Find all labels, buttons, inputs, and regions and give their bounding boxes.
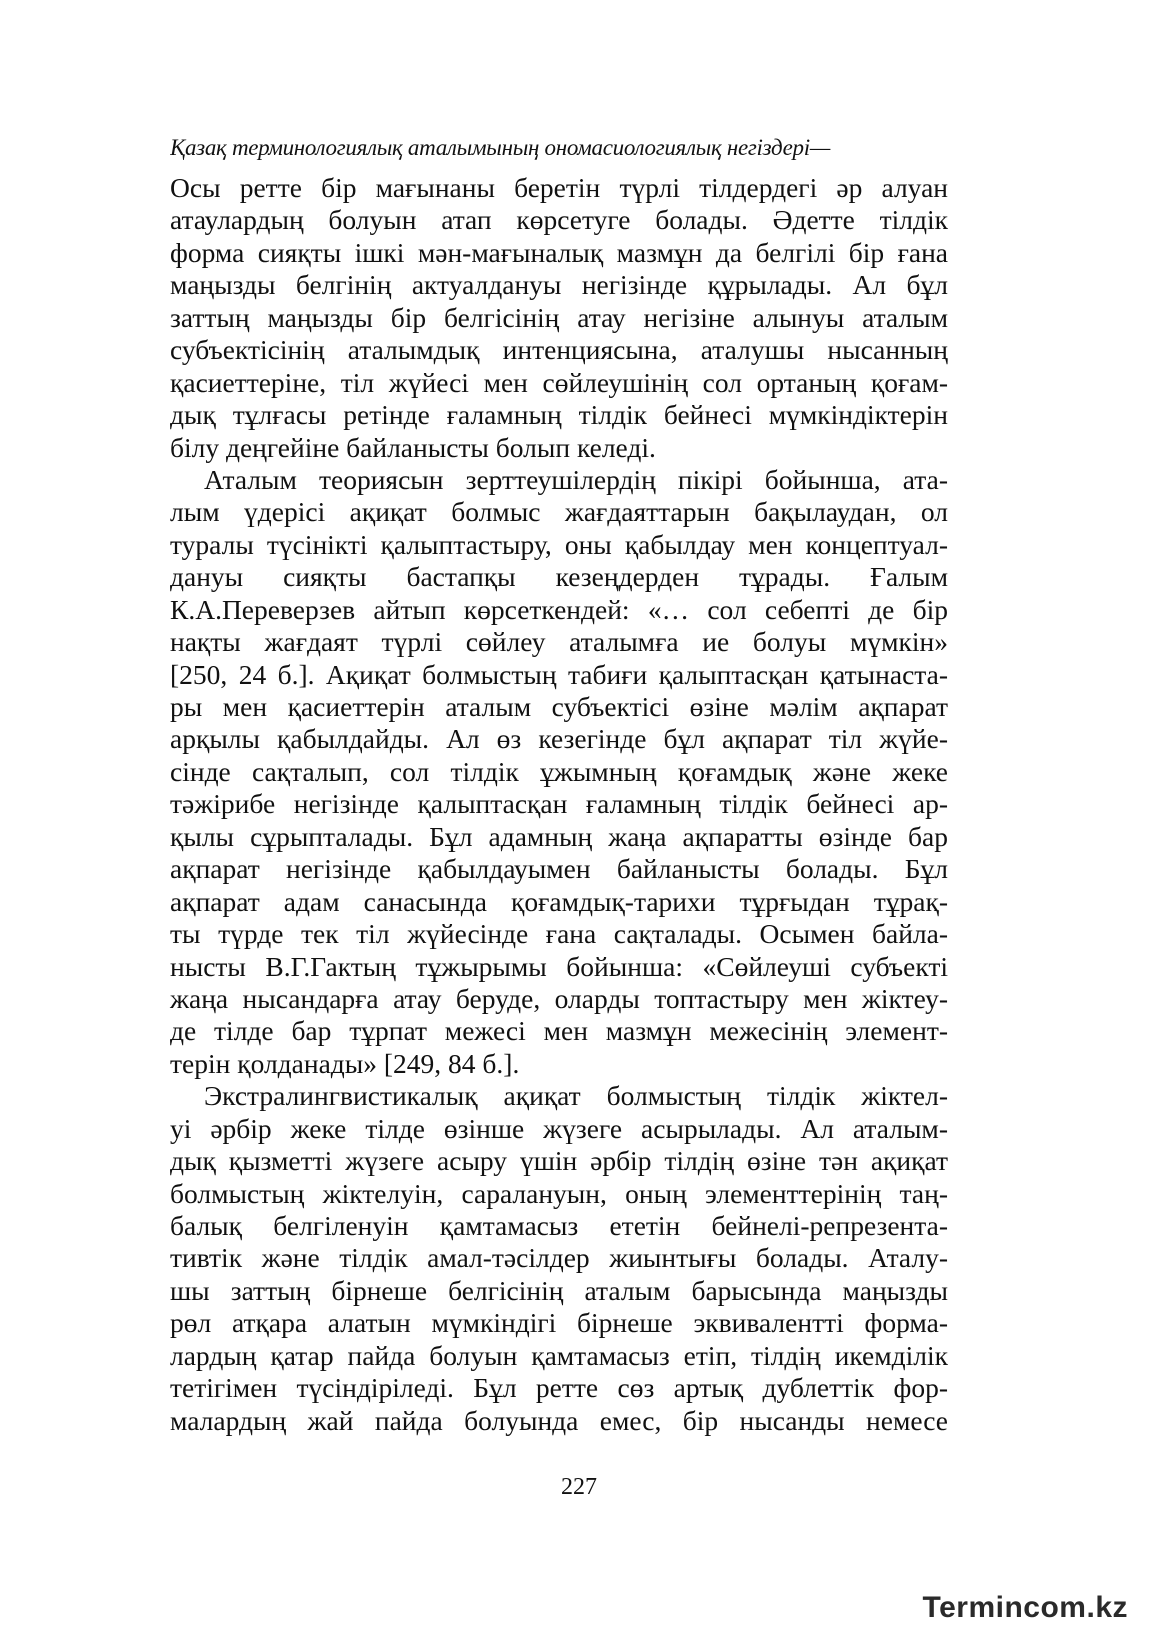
paragraph bbox=[170, 172, 948, 464]
text-line: малардың жай пайда болуында емес, бір нысанды немесе bbox=[170, 1404, 948, 1436]
text-line: субъектісінің аталымдық интенциясына, аталушы нысанның bbox=[170, 334, 948, 366]
text-line: арқылы қабылдайды. Ал өз кезегінде бұл ақпарат тіл жүйе- bbox=[170, 723, 948, 755]
paragraph bbox=[170, 1080, 948, 1437]
text-line: ақпарат адам санасында қоғамдық-тарихи тұрғыдан тұрақ- bbox=[170, 885, 948, 917]
text-line: ақпарат негізінде қабылдауымен байланысты болады. Бұл bbox=[170, 853, 948, 885]
text-line: тәжірибе негізінде қалыптасқан ғаламның тілдік бейнесі ар- bbox=[170, 788, 948, 820]
text-line: туралы түсінікті қалыптастыру, оны қабылдау мен концептуал- bbox=[170, 528, 948, 560]
page-number: 227 bbox=[561, 1474, 597, 1500]
watermark-text: Termincom.kz bbox=[922, 1591, 1128, 1624]
text-line: сінде сақталып, сол тілдік ұжымның қоғамдық және жеке bbox=[170, 755, 948, 787]
text-line: Осы ретте бір мағынаны беретін түрлі тілдердегі әр алуан bbox=[170, 172, 948, 203]
text-line: шы заттың бірнеше белгісінің аталым барысында маңызды bbox=[170, 1274, 948, 1306]
text-line: Экстралингвистикалық ақиқат болмыстың тілдік жіктел- bbox=[204, 1080, 948, 1112]
text-line: болмыстың жіктелуін, саралануын, оның элементтерінің таң- bbox=[170, 1177, 948, 1209]
text-line: лым үдерісі ақиқат болмыс жағдаяттарын бақылаудан, ол bbox=[170, 496, 948, 528]
text-line: тивтік және тілдік амал-тәсілдер жиынтығы болады. Аталу- bbox=[170, 1242, 948, 1274]
text-line: дық тұлғасы ретінде ғаламның тілдік бейнесі мүмкіндіктерін bbox=[170, 399, 948, 431]
text-line: тетігімен түсіндіріледі. Бұл ретте сөз артық дублеттік фор- bbox=[170, 1372, 948, 1404]
termincom-watermark bbox=[923, 1588, 1129, 1628]
text-line: балық белгіленуін қамтамасыз ететін бейнелі-репрезента- bbox=[170, 1210, 948, 1241]
text-line: [250, 24 б.]. Ақиқат болмыстың табиғи қалыптасқан қатынаста- bbox=[170, 658, 948, 690]
text-line: уі әрбір жеке тілде өзінше жүзеге асырылады. Ал аталым- bbox=[170, 1112, 948, 1144]
text-line: ры мен қасиеттерін аталым субъектісі өзіне мәлім ақпарат bbox=[170, 691, 948, 722]
text-line: білу деңгейіне байланысты болып келеді. bbox=[170, 431, 656, 463]
text-line: ты түрде тек тіл жүйесінде ғана сақталады. Осымен байла- bbox=[170, 918, 948, 950]
text-line: қасиеттеріне, тіл жүйесі мен сөйлеушінің сол ортаның қоғам- bbox=[170, 366, 948, 398]
paragraph bbox=[170, 464, 948, 1080]
text-line: дық қызметті жүзеге асыру үшін әрбір тілдің өзіне тән ақиқат bbox=[170, 1145, 948, 1177]
text-line: маңызды белгінің актуалдануы негізінде құрылады. Ал бұл bbox=[170, 269, 948, 301]
text-line: жаңа нысандарға атау беруде, оларды топтастыру мен жіктеу- bbox=[170, 982, 948, 1014]
text-line: нақты жағдаят түрлі сөйлеу аталымға ие болуы мүмкін» bbox=[170, 626, 948, 658]
text-line: лардың қатар пайда болуын қамтамасыз етіп, тілдің икемділік bbox=[170, 1339, 948, 1371]
text-line: заттың маңызды бір белгісінің атау негізіне алынуы аталым bbox=[170, 301, 948, 333]
body-text bbox=[170, 172, 948, 1437]
text-line: қылы сұрыпталады. Бұл адамның жаңа ақпаратты өзінде бар bbox=[170, 820, 948, 852]
text-line: рөл атқара алатын мүмкіндігі бірнеше эквивалентті форма- bbox=[170, 1307, 948, 1339]
text-line: К.А.Переверзев айтып көрсеткендей: «… сол себепті де бір bbox=[170, 593, 948, 625]
text-line: терін қолданады» [249, 84 б.]. bbox=[170, 1047, 520, 1079]
text-line: форма сияқты ішкі мән-мағыналық мазмұн да белгілі бір ғана bbox=[170, 236, 948, 268]
running-header: Қазақ терминологиялық аталымының ономасиологиялық негіздері— bbox=[170, 135, 830, 160]
text-line: атаулардың болуын атап көрсетуге болады. Әдетте тілдік bbox=[170, 204, 948, 236]
text-line: дануы сияқты бастапқы кезеңдерден тұрады. Ғалым bbox=[170, 561, 948, 593]
text-line: нысты В.Г.Гактың тұжырымы бойынша: «Сөйлеуші субъекті bbox=[170, 950, 948, 982]
text-line: де тілде бар тұрпат межесі мен мазмұн межесінің элемент- bbox=[170, 1015, 948, 1047]
text-line: Аталым теориясын зерттеушілердің пікірі бойынша, ата- bbox=[204, 463, 948, 495]
